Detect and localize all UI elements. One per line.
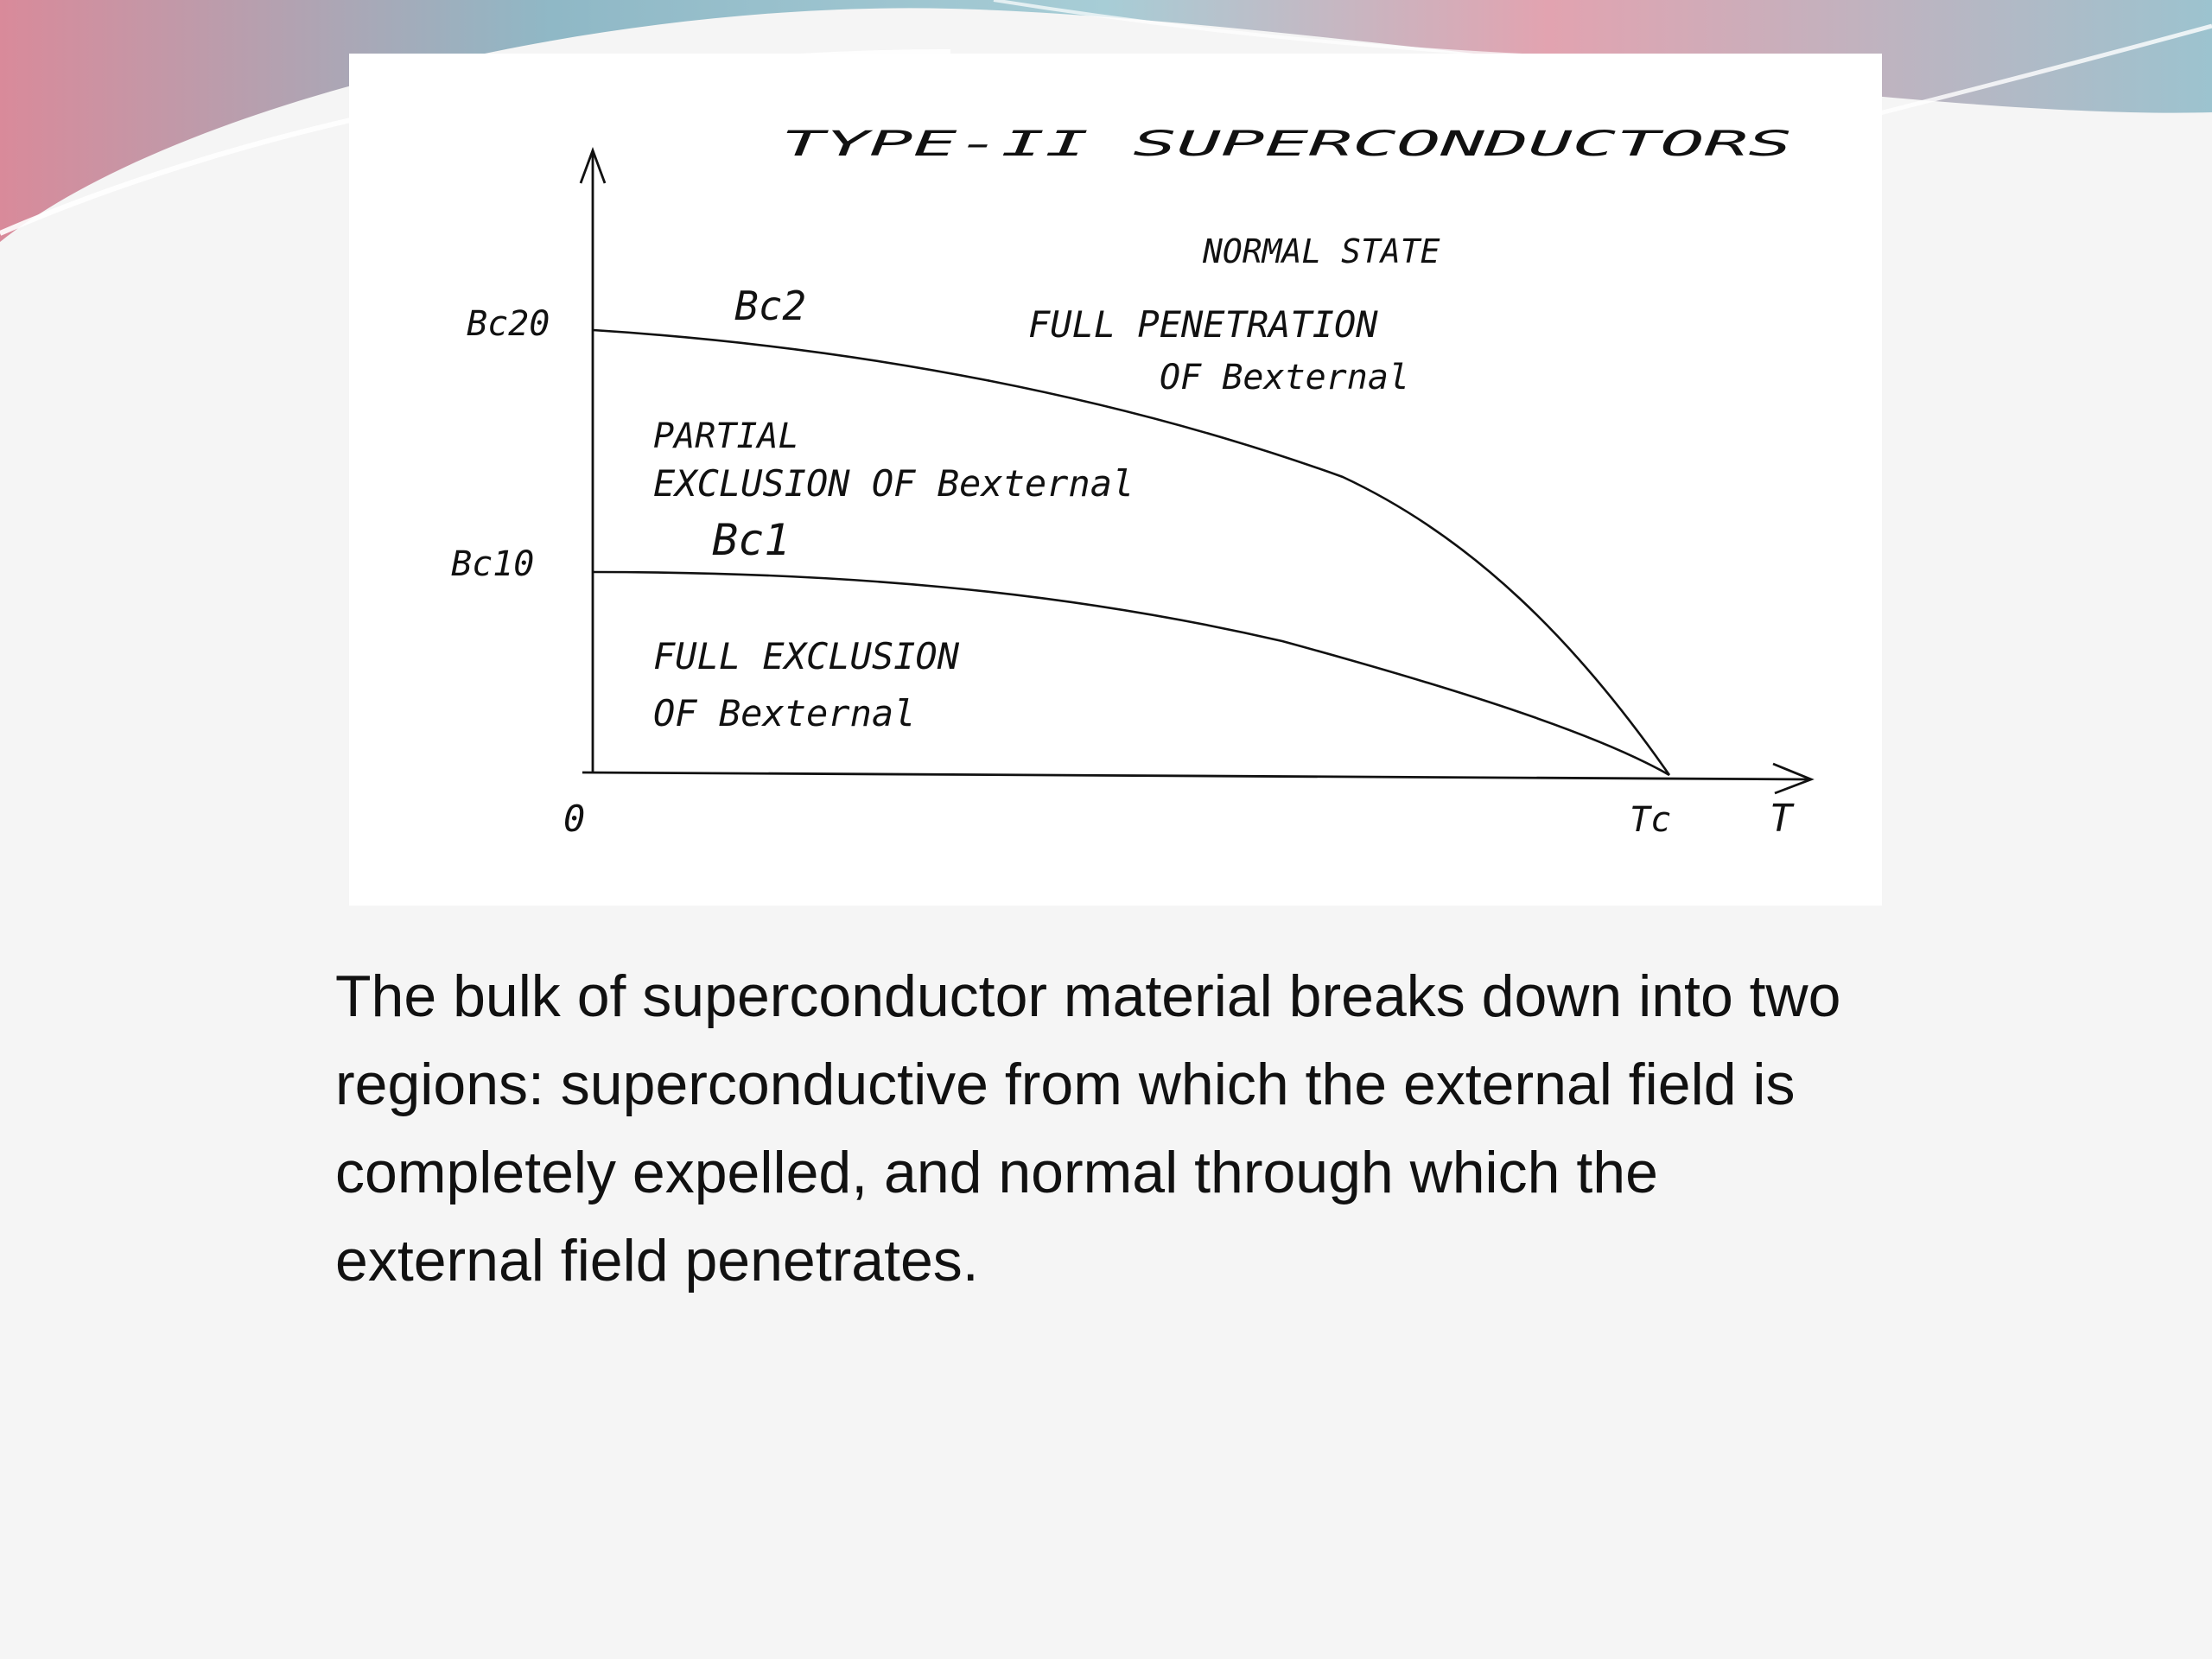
bc2-curve-label: Bc2 [734, 283, 807, 329]
x-axis [582, 772, 1811, 779]
y-tick-bc20: Bc20 [467, 304, 550, 344]
mixed-state-line2: EXCLUSION OF Bexternal [653, 462, 1135, 505]
meissner-state-line2: OF Bexternal [653, 692, 916, 734]
mixed-state-line1: PARTIAL [653, 416, 799, 456]
x-tick-tc: Tc [1630, 800, 1672, 840]
diagram-title: TYPE-II SUPERCONDUCTORS [781, 124, 1792, 164]
normal-state-line1: FULL PENETRATION [1028, 303, 1378, 346]
meissner-state-line1: FULL EXCLUSION [653, 635, 960, 677]
type-ii-phase-diagram [349, 54, 1882, 906]
normal-state-heading: NORMAL STATE [1203, 232, 1440, 270]
bc1-curve-label: Bc1 [712, 515, 791, 565]
x-axis-label: T [1770, 797, 1793, 841]
phase-diagram-panel [349, 54, 1882, 906]
x-tick-origin: 0 [563, 798, 586, 840]
normal-state-line2: OF Bexternal [1160, 358, 1409, 397]
y-tick-bc10: Bc10 [451, 544, 535, 584]
slide-caption: The bulk of superconductor material breaks down into two regions: superconductive from which the external field is completely expelled, and normal through which the external field penetrates. [335, 963, 1841, 1294]
